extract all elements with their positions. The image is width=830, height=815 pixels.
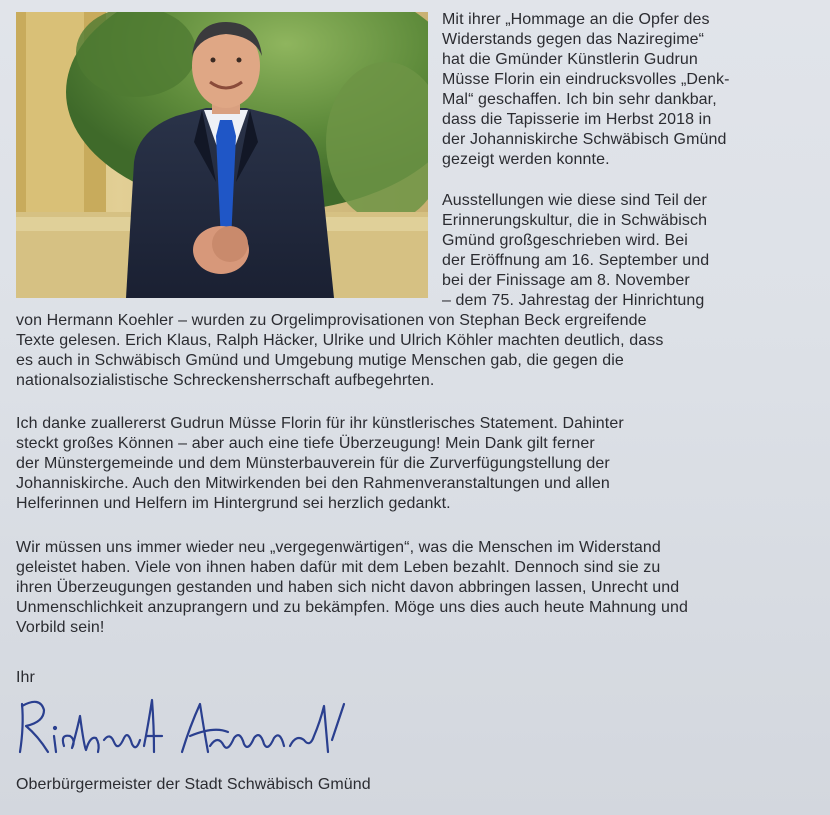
signatory-title: Oberbürgermeister der Stadt Schwäbisch Gmünd: [16, 776, 371, 793]
exhibition-line: Gmünd großgeschrieben wird. Bei: [442, 232, 688, 249]
exhibition-line: Texte gelesen. Erich Klaus, Ralph Häcker, Ulrike und Ulrich Köhler machten deutlich, dass: [16, 332, 664, 349]
handwritten-signature: [14, 686, 354, 766]
portrait-photo: [16, 12, 428, 298]
thanks-line: Ich danke zuallererst Gudrun Müsse Florin für ihr künstlerisches Statement. Dahinter: [16, 415, 624, 432]
thanks-line: der Münstergemeinde und dem Münsterbauverein für die Zurverfügungstellung der: [16, 455, 610, 472]
exhibition-line: bei der Finissage am 8. November: [442, 272, 690, 289]
intro-line: dass die Tapisserie im Herbst 2018 in: [442, 111, 712, 128]
intro-line: hat die Gmünder Künstlerin Gudrun: [442, 51, 698, 68]
thanks-line: Johanniskirche. Auch den Mitwirkenden bei den Rahmenveranstaltungen und allen: [16, 475, 610, 492]
closing-line: Wir müssen uns immer wieder neu „vergegenwärtigen“, was die Menschen im Widerstand: [16, 539, 661, 556]
closing-line: Vorbild sein!: [16, 619, 105, 636]
portrait-photo-illustration: [16, 12, 428, 298]
intro-line: Müsse Florin ein eindrucksvolles „Denk-: [442, 71, 730, 88]
exhibition-line: – dem 75. Jahrestag der Hinrichtung: [442, 292, 705, 309]
thanks-line: Helferinnen und Helfern im Hintergrund sei herzlich gedankt.: [16, 495, 451, 512]
closing-line: ihren Überzeugungen gestanden und haben sich nicht davon abbringen lassen, Unrecht und: [16, 579, 680, 596]
exhibition-line: der Eröffnung am 16. September und: [442, 252, 710, 269]
intro-line: Widerstands gegen das Naziregime“: [442, 31, 705, 48]
exhibition-line: nationalsozialistische Schreckensherrschaft aufbegehrten.: [16, 372, 435, 389]
salutation: Ihr: [16, 669, 35, 686]
intro-line: gezeigt werden konnte.: [442, 151, 610, 168]
exhibition-line: von Hermann Koehler – wurden zu Orgelimprovisationen von Stephan Beck ergreifende: [16, 312, 647, 329]
intro-line: der Johanniskirche Schwäbisch Gmünd: [442, 131, 727, 148]
signature-drawing: [14, 686, 354, 766]
thanks-line: steckt großes Können – aber auch eine tiefe Überzeugung! Mein Dank gilt ferner: [16, 435, 595, 452]
closing-line: geleistet haben. Viele von ihnen haben dafür mit dem Leben bezahlt. Dennoch sind sie zu: [16, 559, 661, 576]
intro-line: Mit ihrer „Hommage an die Opfer des: [442, 11, 710, 28]
closing-line: Unmenschlichkeit anzuprangern und zu bekämpfen. Möge uns dies auch heute Mahnung und: [16, 599, 688, 616]
exhibition-line: Erinnerungskultur, die in Schwäbisch: [442, 212, 708, 229]
intro-line: Mal“ geschaffen. Ich bin sehr dankbar,: [442, 91, 717, 108]
exhibition-line: Ausstellungen wie diese sind Teil der: [442, 192, 707, 209]
exhibition-line: es auch in Schwäbisch Gmünd und Umgebung mutige Menschen gab, die gegen die: [16, 352, 624, 369]
